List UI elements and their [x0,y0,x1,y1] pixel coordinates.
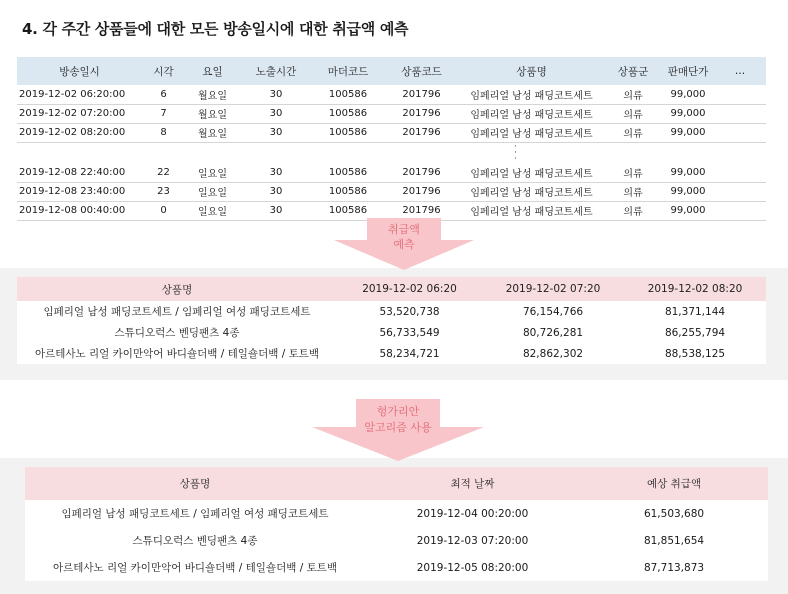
cell-unit-price: 99,000 [670,108,706,119]
cell-hour: 0 [160,205,167,216]
cell-datetime: 2019-12-02 07:20:00 [19,108,126,119]
down-arrow-icon [312,399,484,461]
cell-mother-code: 100586 [328,88,368,100]
cell-mother-code: 100586 [328,166,368,178]
cell-optimal-date: 2019-12-03 07:20:00 [416,534,529,547]
header-weekday: 요일 [202,65,223,78]
cell-product-code: 201796 [402,108,441,119]
cell-exposure: 30 [269,205,283,216]
cell-mother-code: 100586 [328,205,368,216]
header-slot-3: 2019-12-02 08:20 [647,283,743,295]
optimal-schedule-table [25,467,768,581]
cell-product-name: 임페리얼 남성 패딩코트세트 [470,129,593,140]
cell-datetime: 2019-12-08 00:40:00 [19,205,126,216]
cell-prediction: 53,520,738 [379,305,440,318]
cell-product-name: 임페리얼 남성 패딩코트세트 [470,168,593,180]
cell-product-name: 임페리얼 남성 패딩코트세트 [470,188,593,199]
cell-weekday: 일요일 [198,207,227,218]
cell-product-group: 의류 [623,110,643,121]
header-mother-code: 마더코드 [327,65,369,78]
cell-expected-sales: 87,713,873 [643,561,705,574]
cell-optimal-date: 2019-12-04 00:20:00 [416,507,529,520]
table-row [25,554,768,581]
prediction-table [17,277,766,364]
cell-weekday: 일요일 [198,168,227,180]
cell-prediction: 58,234,721 [379,347,440,360]
cell-mother-code: 100586 [328,186,368,197]
cell-datetime: 2019-12-08 22:40:00 [19,166,126,178]
prediction-header-row [17,277,766,301]
cell-unit-price: 99,000 [670,88,706,100]
header-slot-2: 2019-12-02 07:20 [505,283,601,295]
cell-unit-price: 99,000 [670,166,706,178]
cell-product-name: 임페리얼 남성 패딩코트세트 [470,110,593,121]
cell-unit-price: 99,000 [670,186,706,197]
cell-exposure: 30 [269,166,283,178]
cell-product-name: 스튜디오럭스 벤딩팬츠 4종 [132,535,258,547]
cell-exposure: 30 [269,88,283,100]
cell-more [714,201,766,220]
table-row [25,527,768,554]
cell-product-group: 의류 [623,168,643,180]
cell-more [714,123,766,142]
cell-exposure: 30 [269,127,283,138]
table-row [17,182,766,201]
table-row [17,343,766,364]
cell-product-code: 201796 [402,186,441,197]
ellipsis-row [17,142,766,163]
cell-more [714,182,766,201]
cell-product-code: 201796 [402,88,441,100]
cell-product-group: 의류 [623,129,643,140]
cell-product-name: 임페리얼 남성 패딩코트세트 / 임페리얼 여성 패딩코트세트 [43,306,311,318]
cell-more [714,104,766,123]
cell-expected-sales: 81,851,654 [643,534,705,547]
table-row [25,500,768,527]
cell-product-name: 스튜디오럭스 벤딩팬츠 4종 [114,327,240,339]
cell-product-name: 아르테사노 리얼 카이만악어 바디숄더백 / 테일숄더백 / 토트백 [34,348,319,360]
down-arrow-icon [334,218,474,270]
table-row [17,322,766,343]
cell-product-group: 의류 [623,90,643,102]
cell-product-name: 임페리얼 남성 패딩코트세트 [470,207,593,218]
header-product-name: 상품명 [179,478,211,490]
header-slot-1: 2019-12-02 06:20 [362,283,457,295]
cell-product-group: 의류 [623,207,643,218]
schedule-header-row [17,57,766,85]
cell-mother-code: 100586 [328,108,368,119]
header-more: … [734,65,746,77]
cell-hour: 23 [157,186,170,197]
page-title: 4. 각 주간 상품들에 대한 모든 방송일시에 대한 취급액 예측 [22,20,409,38]
cell-datetime: 2019-12-02 08:20:00 [19,127,126,138]
cell-weekday: 월요일 [198,129,227,140]
table-row [17,85,766,104]
header-exposure-time: 노출시간 [255,65,297,78]
cell-datetime: 2019-12-02 06:20:00 [19,88,126,100]
cell-datetime: 2019-12-08 23:40:00 [19,186,126,197]
cell-prediction: 80,726,281 [522,326,584,339]
arrow-label-2: 알고리즘 사용 [364,421,432,434]
cell-exposure: 30 [269,186,283,197]
header-product-code: 상품코드 [401,65,442,78]
cell-weekday: 월요일 [198,110,227,121]
cell-unit-price: 99,000 [670,205,706,216]
header-broadcast-datetime: 방송일시 [59,65,100,78]
arrow-label-1: 취급액 [388,223,420,236]
table-row [17,301,766,322]
optimal-header-row [25,467,768,500]
cell-prediction: 81,371,144 [664,305,726,318]
cell-prediction: 88,538,125 [664,347,726,360]
cell-product-code: 201796 [402,127,441,138]
cell-product-code: 201796 [402,205,441,216]
cell-hour: 8 [160,127,167,138]
cell-prediction: 82,862,302 [522,347,584,360]
cell-optimal-date: 2019-12-05 08:20:00 [416,561,529,574]
arrow-label-1: 헝가리안 [376,405,420,418]
vertical-ellipsis: · · · [514,142,517,163]
header-product-name: 상품명 [516,65,547,78]
header-expected-sales: 예상 취급액 [646,478,702,490]
cell-hour: 6 [160,88,167,100]
cell-prediction: 56,733,549 [379,326,440,339]
cell-more [714,85,766,104]
cell-product-code: 201796 [402,166,441,178]
cell-weekday: 일요일 [198,188,227,199]
cell-weekday: 월요일 [198,90,227,102]
cell-unit-price: 99,000 [670,127,706,138]
header-hour: 시각 [153,65,174,78]
arrow-label-2: 예측 [393,238,415,251]
header-product-name: 상품명 [161,283,193,296]
header-optimal-date: 최적 날짜 [450,478,495,490]
cell-expected-sales: 61,503,680 [643,507,705,520]
cell-prediction: 86,255,794 [664,326,726,339]
cell-product-name: 임페리얼 남성 패딩코트세트 / 임페리얼 여성 패딩코트세트 [61,508,329,520]
cell-mother-code: 100586 [328,127,368,138]
table-row [17,123,766,142]
cell-product-name: 임페리얼 남성 패딩코트세트 [470,90,593,102]
cell-product-group: 의류 [623,188,643,199]
header-product-group: 상품군 [617,65,649,78]
cell-exposure: 30 [269,108,283,119]
table-row [17,163,766,182]
cell-product-name: 아르테사노 리얼 카이만악어 바디숄더백 / 테일숄더백 / 토트백 [52,562,337,574]
schedule-table [17,57,766,221]
table-row [17,104,766,123]
cell-hour: 7 [160,108,167,119]
cell-hour: 22 [157,166,170,178]
header-unit-price: 판매단가 [667,65,709,78]
cell-prediction: 76,154,766 [522,305,584,318]
cell-more [714,163,766,182]
